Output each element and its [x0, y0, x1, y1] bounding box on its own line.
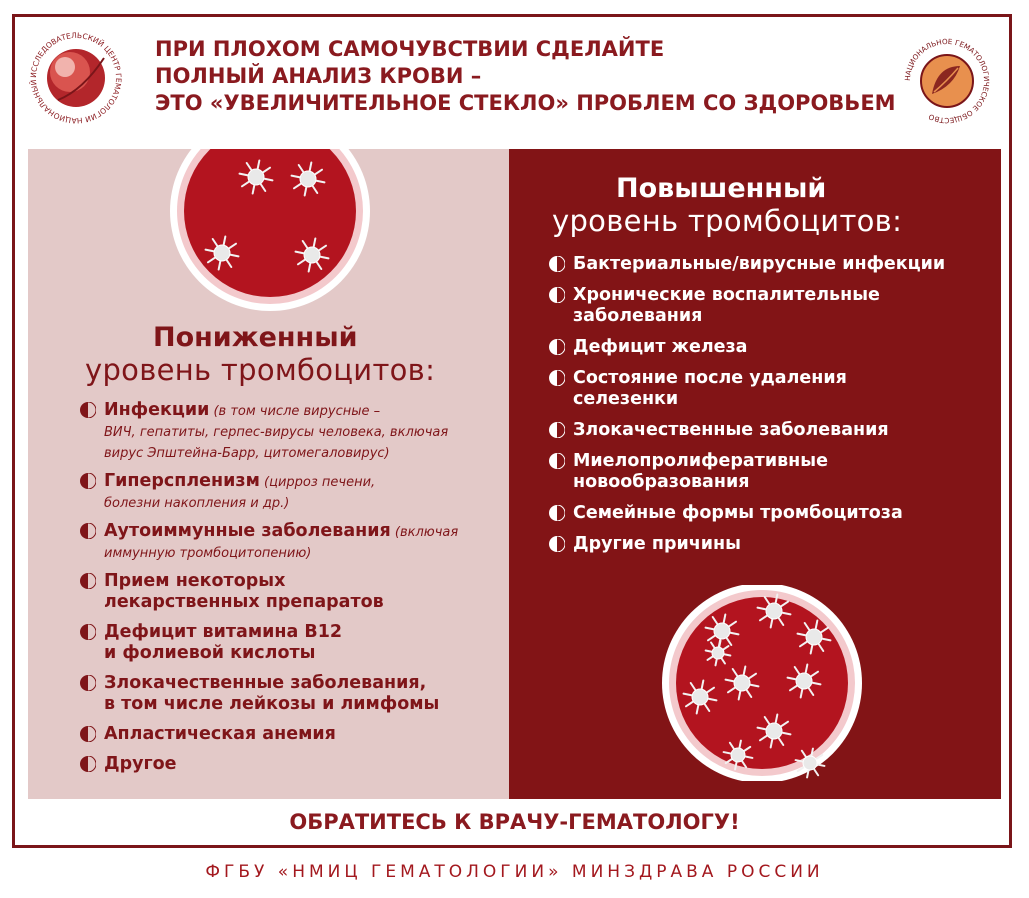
item-note-line: ВИЧ, гепатиты, герпес-вирусы человека, включая	[104, 425, 449, 440]
item-main-line-2: селезенки	[573, 389, 679, 409]
item-main: Миелопролиферативные	[573, 451, 828, 471]
item-main: Гиперспленизм	[104, 471, 260, 491]
item-main: Семейные формы тромбоцитоза	[573, 503, 903, 523]
list-item	[549, 451, 989, 493]
list-item	[80, 571, 500, 613]
item-main: Злокачественные заболевания	[573, 420, 889, 440]
item-main: Хронические воспалительные	[573, 285, 880, 305]
list-item	[549, 503, 989, 524]
item-main: Другое	[104, 754, 177, 774]
item-main: Дефицит железа	[573, 337, 748, 357]
item-main: Апластическая анемия	[104, 724, 336, 744]
high-causes-list	[549, 254, 989, 555]
half-circle-bullet-icon	[80, 523, 96, 539]
title-line-1: ПРИ ПЛОХОМ САМОЧУВСТВИИ СДЕЛАЙТЕ	[155, 37, 665, 61]
list-item	[80, 521, 500, 564]
half-circle-bullet-icon	[549, 536, 565, 552]
title-line-3: ЭТО «УВЕЛИЧИТЕЛЬНОЕ СТЕКЛО» ПРОБЛЕМ СО ЗДОРОВЬЕМ	[155, 91, 896, 115]
item-main: Дефицит витамина В12	[104, 622, 343, 642]
half-circle-bullet-icon	[80, 402, 96, 418]
logo-right-text: НАЦИОНАЛЬНОЕ ГЕМАТОЛОГИЧЕСКОЕ ОБЩЕСТВО	[902, 36, 992, 126]
high-title-bold: Повышенный	[616, 173, 827, 204]
list-item	[80, 754, 500, 775]
half-circle-bullet-icon	[80, 726, 96, 742]
half-circle-bullet-icon	[80, 624, 96, 640]
item-main: Другие причины	[573, 534, 741, 554]
item-main-line-2: и фолиевой кислоты	[104, 643, 316, 663]
half-circle-bullet-icon	[549, 370, 565, 386]
half-circle-bullet-icon	[549, 453, 565, 469]
hematology-center-logo	[28, 30, 124, 126]
item-main-line-2: заболевания	[573, 306, 703, 326]
item-main: Аутоиммунные заболевания	[104, 521, 391, 541]
item-main: Прием некоторых	[104, 571, 286, 591]
footer-organization: ФГБУ «НМИЦ ГЕМАТОЛОГИИ» МИНЗДРАВА РОССИИ	[205, 862, 824, 882]
high-platelets-illustration	[660, 585, 864, 785]
item-note: (цирроз печени,	[259, 475, 376, 490]
item-main: Злокачественные заболевания,	[104, 673, 427, 693]
high-title-thin: уровень тромбоцитов:	[552, 204, 903, 238]
title-line-2: ПОЛНЫЙ АНАЛИЗ КРОВИ –	[155, 64, 482, 88]
item-main-line-2: в том числе лейкозы и лимфомы	[104, 694, 440, 714]
half-circle-bullet-icon	[80, 675, 96, 691]
half-circle-bullet-icon	[549, 339, 565, 355]
list-item	[80, 724, 500, 745]
item-main-line-2: новообразования	[573, 472, 750, 492]
half-circle-bullet-icon	[80, 573, 96, 589]
low-causes-list	[80, 400, 500, 775]
list-item	[549, 285, 989, 327]
half-circle-bullet-icon	[549, 287, 565, 303]
call-to-action: ОБРАТИТЕСЬ К ВРАЧУ-ГЕМАТОЛОГУ!	[289, 810, 740, 834]
list-item	[549, 534, 989, 555]
half-circle-bullet-icon	[549, 505, 565, 521]
item-main-line-2: лекарственных препаратов	[104, 592, 384, 612]
item-note: (включая	[390, 525, 459, 540]
low-platelets-illustration	[170, 143, 370, 315]
list-item	[549, 337, 989, 358]
list-item	[80, 471, 500, 514]
list-item	[80, 400, 500, 464]
item-note: (в том числе вирусные –	[209, 404, 381, 419]
item-note-line: вирус Эпштейна-Барр, цитомегаловирус)	[104, 446, 390, 461]
list-item	[549, 420, 989, 441]
item-main: Бактериальные/вирусные инфекции	[573, 254, 946, 274]
item-note-line: иммунную тромбоцитопению)	[104, 546, 312, 561]
item-main: Состояние после удаления	[573, 368, 847, 388]
low-title-thin: уровень тромбоцитов:	[85, 353, 436, 387]
list-item	[80, 673, 500, 715]
list-item	[549, 254, 989, 275]
item-note-line: болезни накопления и др.)	[104, 496, 290, 511]
half-circle-bullet-icon	[80, 756, 96, 772]
low-title-bold: Пониженный	[153, 322, 358, 353]
list-item	[80, 622, 500, 664]
half-circle-bullet-icon	[549, 422, 565, 438]
list-item	[549, 368, 989, 410]
half-circle-bullet-icon	[549, 256, 565, 272]
item-main: Инфекции	[104, 400, 210, 420]
hematology-society-logo	[902, 36, 992, 126]
logo-left-text: ИССЛЕДОВАТЕЛЬСКИЙ ЦЕНТР ГЕМАТОЛОГИИ НАЦИОНАЛЬНЫЙ	[28, 30, 124, 126]
half-circle-bullet-icon	[80, 473, 96, 489]
page-title	[155, 36, 895, 117]
